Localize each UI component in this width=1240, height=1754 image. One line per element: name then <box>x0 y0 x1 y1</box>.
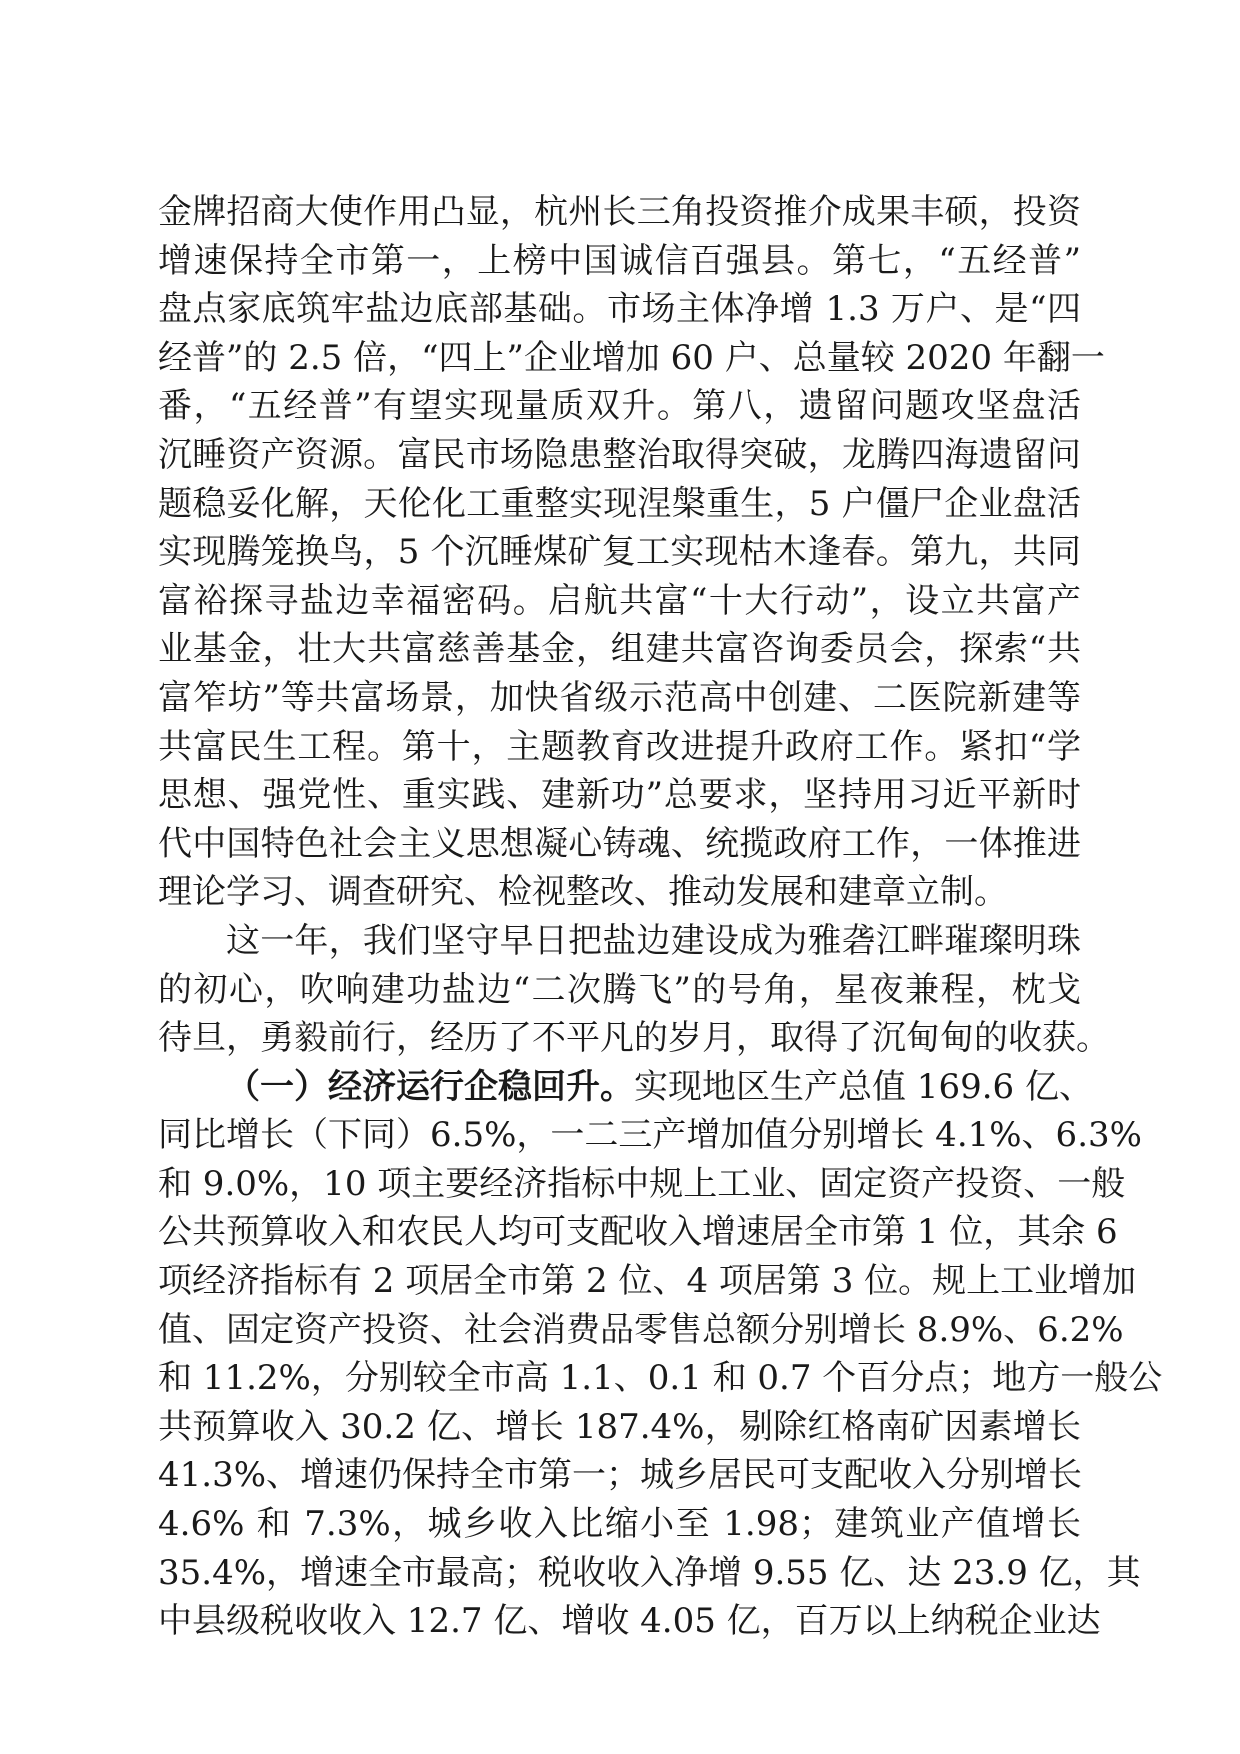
text-line: 题稳妥化解，天伦化工重整实现涅槃重生，5 户僵尸企业盘活 <box>158 483 1081 524</box>
section-heading: （一）经济运行企稳回升。 <box>226 1066 634 1107</box>
text-line: 和 9.0%，10 项主要经济指标中规上工业、固定资产投资、一般 <box>158 1163 1126 1204</box>
body-text <box>158 188 1163 1646</box>
text-line: 实现腾笼换鸟，5 个沉睡煤矿复工实现枯木逢春。第九，共同 <box>158 532 1081 573</box>
text-line: 41.3%、增速仍保持全市第一；城乡居民可支配收入分别增长 <box>158 1455 1083 1496</box>
text-line: 业基金，壮大共富慈善基金，组建共富咨询委员会，探索“共 <box>158 629 1081 670</box>
text-line: 中县级税收收入 12.7 亿、增收 4.05 亿，百万以上纳税企业达 <box>158 1601 1101 1642</box>
text-line: 项经济指标有 2 项居全市第 2 位、4 项居第 3 位。规上工业增加 <box>158 1261 1137 1302</box>
text-line: 金牌招商大使作用凸显，杭州长三角投资推介成果丰硕，投资 <box>158 192 1081 232</box>
text-line: 公共预算收入和农民人均可支配收入增速居全市第 1 位，其余 6 <box>158 1212 1118 1253</box>
text-line: 共富民生工程。第十，主题教育改进提升政府工作。紧扣“学 <box>158 726 1081 767</box>
text-line: 盘点家底筑牢盐边底部基础。市场主体净增 1.3 万户、是“四 <box>158 289 1081 330</box>
text-line: 值、固定资产投资、社会消费品零售总额分别增长 8.9%、6.2% <box>158 1309 1124 1350</box>
paragraph-start-line: 这一年，我们坚守早日把盐边建设成为雅砻江畔璀璨明珠 <box>226 920 1081 961</box>
text-line: 代中国特色社会主义思想凝心铸魂、统揽政府工作，一体推进 <box>158 823 1081 864</box>
text-line: 4.6% 和 7.3%，城乡收入比缩小至 1.98；建筑业产值增长 <box>158 1504 1081 1545</box>
text-line: 待旦，勇毅前行，经历了不平凡的岁月，取得了沉甸甸的收获。 <box>158 1018 1110 1059</box>
text-line: 番，“五经普”有望实现量质双升。第八，遗留问题攻坚盘活 <box>158 386 1081 427</box>
section-heading-continuation: 实现地区生产总值 169.6 亿、 <box>634 1066 1093 1107</box>
text-line: 增速保持全市第一，上榜中国诚信百强县。第七，“五经普” <box>158 240 1081 281</box>
text-line: 的初心，吹响建功盐边“二次腾飞”的号角，星夜兼程，枕戈 <box>158 969 1081 1010</box>
section-heading-line <box>158 1063 1093 1112</box>
text-line: 理论学习、调查研究、检视整改、推动发展和建章立制。 <box>158 872 1008 913</box>
text-line: 35.4%，增速全市最高；税收收入净增 9.55 亿、达 23.9 亿，其 <box>158 1552 1141 1593</box>
text-line: 富裕探寻盐边幸福密码。启航共富“十大行动”，设立共富产 <box>158 580 1081 621</box>
text-line: 沉睡资产资源。富民市场隐患整治取得突破，龙腾四海遗留问 <box>158 434 1081 475</box>
text-line: 和 11.2%，分别较全市高 1.1、0.1 和 0.7 个百分点；地方一般公 <box>158 1358 1163 1399</box>
text-line: 经普”的 2.5 倍，“四上”企业增加 60 户、总量较 2020 年翻一 <box>158 337 1105 378</box>
text-line: 共预算收入 30.2 亿、增长 187.4%，剔除红格南矿因素增长 <box>158 1406 1081 1447</box>
text-line: 富笮坊”等共富场景，加快省级示范高中创建、二医院新建等 <box>158 677 1081 718</box>
text-line: 思想、强党性、重实践、建新功”总要求，坚持用习近平新时 <box>158 775 1081 816</box>
text-line: 同比增长（下同）6.5%，一二三产增加值分别增长 4.1%、6.3% <box>158 1115 1142 1156</box>
